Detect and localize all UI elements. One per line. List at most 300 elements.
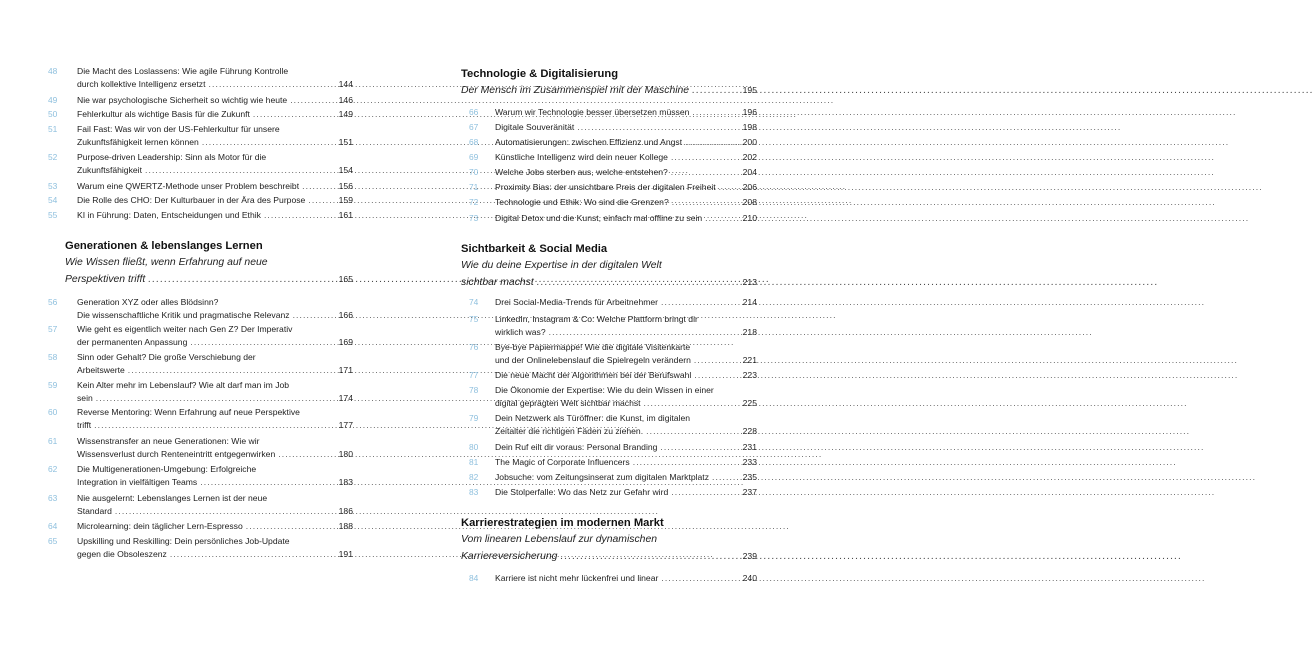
toc-entry[interactable] bbox=[461, 369, 757, 382]
subtitle-text: Vom linearen Lebenslauf zur dynamischen bbox=[461, 534, 657, 545]
entry-title-line: Fail Fast: Was wir von der US-Fehlerkultur für unsere bbox=[77, 124, 280, 134]
entry-body bbox=[495, 486, 757, 499]
subtitle-line bbox=[461, 548, 757, 565]
entry-body bbox=[77, 323, 353, 348]
dot-leader bbox=[709, 471, 737, 484]
entry-title-line: Zeitalter die richtigen Fäden zu ziehen. bbox=[495, 425, 644, 436]
entry-body bbox=[495, 196, 757, 209]
entry-title-line: und der Onlinelebenslauf die Spielregeln verändern bbox=[495, 354, 691, 365]
entry-body bbox=[77, 351, 353, 376]
dot-leader bbox=[275, 448, 333, 461]
chapter-number: 67 bbox=[469, 122, 479, 132]
section-subtitle bbox=[65, 254, 353, 288]
page-number: 200 bbox=[742, 137, 757, 147]
entry-line bbox=[495, 181, 757, 194]
entry-line bbox=[77, 164, 353, 177]
dot-leader bbox=[91, 419, 333, 432]
entry-title-line: Reverse Mentoring: Wenn Erfahrung auf neue Perspektive bbox=[77, 407, 300, 417]
entry-body bbox=[77, 94, 353, 107]
section-title: Sichtbarkeit & Social Media bbox=[461, 243, 608, 255]
chapter-number: 61 bbox=[48, 436, 58, 446]
toc-entry[interactable] bbox=[461, 572, 757, 585]
entry-body bbox=[495, 181, 757, 194]
dot-leader bbox=[145, 271, 329, 288]
dot-leader bbox=[658, 296, 737, 309]
entry-line bbox=[77, 379, 353, 392]
dot-leader bbox=[574, 121, 737, 134]
page-number: 180 bbox=[338, 448, 353, 459]
entry-title-line: Die wissenschaftliche Kritik und pragmatische Relevanz bbox=[77, 309, 290, 320]
entry-line bbox=[77, 151, 353, 164]
entry-title-line: Digitale Souveränität bbox=[495, 122, 575, 132]
toc-entry[interactable] bbox=[48, 123, 353, 148]
chapter-number: 73 bbox=[469, 213, 479, 223]
toc-entry[interactable] bbox=[48, 351, 353, 376]
subtitle-line bbox=[461, 274, 757, 291]
chapter-number: 81 bbox=[469, 457, 479, 467]
entry-line bbox=[77, 123, 353, 136]
entry-body bbox=[495, 166, 757, 179]
dot-leader bbox=[187, 336, 333, 349]
toc-entry[interactable] bbox=[461, 196, 757, 209]
toc-entry[interactable] bbox=[461, 166, 757, 179]
chapter-number: 66 bbox=[469, 107, 479, 117]
chapter-number: 72 bbox=[469, 197, 479, 207]
chapter-number: 75 bbox=[469, 314, 479, 324]
page-number: 210 bbox=[742, 213, 757, 223]
chapter-number: 54 bbox=[48, 195, 58, 205]
dot-leader bbox=[641, 397, 737, 410]
entry-title-line: Jobsuche: vom Zeitungsinserat zum digitalen Marktplatz bbox=[495, 472, 709, 482]
entry-line bbox=[495, 136, 757, 149]
entry-title-line: Die Ökonomie der Expertise: Wie du dein Wissen in einer bbox=[495, 385, 714, 395]
chapter-number: 69 bbox=[469, 152, 479, 162]
entry-line bbox=[495, 384, 757, 397]
page-number: 186 bbox=[338, 505, 353, 516]
entry-title-line: Die neue Macht der Algorithmen bei der Berufswahl bbox=[495, 370, 692, 380]
entry-line bbox=[495, 369, 757, 382]
chapter-number: 57 bbox=[48, 324, 58, 334]
entry-line bbox=[77, 406, 353, 419]
page-number: 240 bbox=[742, 573, 757, 583]
chapter-number: 51 bbox=[48, 124, 58, 134]
entry-title-line: Zukunftsfähigkeit lernen können bbox=[77, 136, 199, 147]
entry-title-line: Generation XYZ oder alles Blödsinn? bbox=[77, 297, 219, 307]
entry-line bbox=[77, 296, 353, 309]
entry-body bbox=[495, 151, 757, 164]
dot-leader bbox=[557, 548, 737, 565]
entry-body bbox=[495, 341, 757, 366]
toc-entry[interactable] bbox=[48, 180, 353, 193]
entry-title-line: sein bbox=[77, 392, 93, 403]
entry-title-line: Dein Ruf eilt dir voraus: Personal Branding bbox=[495, 442, 658, 452]
dot-leader bbox=[716, 181, 737, 194]
entry-body bbox=[495, 412, 757, 437]
entry-body bbox=[77, 535, 353, 560]
chapter-number: 55 bbox=[48, 210, 58, 220]
chapter-number: 62 bbox=[48, 464, 58, 474]
toc-entry[interactable] bbox=[461, 412, 757, 437]
page-number: 221 bbox=[742, 354, 757, 365]
entry-body bbox=[495, 441, 757, 454]
entry-line bbox=[77, 65, 353, 78]
chapter-number: 83 bbox=[469, 487, 479, 497]
entry-line bbox=[495, 471, 757, 484]
chapter-number: 58 bbox=[48, 352, 58, 362]
entry-title-line: Künstliche Intelligenz wird dein neuer Kollege bbox=[495, 152, 668, 162]
entry-body bbox=[77, 209, 353, 222]
page-number: 174 bbox=[338, 392, 353, 403]
entry-title-line: Upskilling und Reskilling: Dein persönliches Job-Update bbox=[77, 536, 290, 546]
toc-entry[interactable] bbox=[48, 65, 353, 90]
subtitle-line bbox=[65, 254, 353, 271]
entry-title-line: Sinn oder Gehalt? Die große Verschiebung der bbox=[77, 352, 256, 362]
dot-leader bbox=[546, 326, 737, 339]
dot-leader bbox=[243, 520, 333, 533]
entry-line bbox=[495, 441, 757, 454]
dot-leader bbox=[658, 572, 737, 585]
entry-title-line: Wie geht es eigentlich weiter nach Gen Z? Der Imperativ bbox=[77, 324, 293, 334]
chapter-number: 82 bbox=[469, 472, 479, 482]
entry-line bbox=[495, 326, 757, 339]
entry-title-line: der permanenten Anpassung bbox=[77, 336, 188, 347]
entry-title-line: gegen die Obsoleszenz bbox=[77, 548, 167, 559]
section-subtitle bbox=[461, 531, 757, 565]
entry-line bbox=[77, 94, 353, 107]
dot-leader bbox=[630, 456, 737, 469]
entry-line bbox=[77, 535, 353, 548]
toc-entry[interactable] bbox=[461, 471, 757, 484]
entry-body bbox=[495, 296, 757, 309]
section-title: Technologie & Digitalisierung bbox=[461, 68, 619, 80]
toc-entry[interactable] bbox=[461, 181, 757, 194]
toc-entry[interactable] bbox=[48, 108, 353, 121]
page-number: 218 bbox=[742, 326, 757, 337]
page-number: 183 bbox=[338, 476, 353, 487]
page-number: 233 bbox=[742, 457, 757, 467]
page-number: 202 bbox=[742, 152, 757, 162]
entry-body bbox=[495, 313, 757, 338]
dot-leader bbox=[691, 354, 737, 367]
chapter-number: 53 bbox=[48, 181, 58, 191]
entry-title-line: The Magic of Corporate Influencers bbox=[495, 457, 630, 467]
toc-entry[interactable] bbox=[48, 151, 353, 176]
dot-leader bbox=[305, 194, 333, 207]
entry-title-line: Welche Jobs sterben aus, welche entstehen? bbox=[495, 167, 668, 177]
entry-title-line: KI in Führung: Daten, Entscheidungen und Ethik bbox=[77, 210, 261, 220]
entry-line bbox=[77, 448, 353, 461]
dot-leader bbox=[290, 309, 333, 322]
entry-title-line: digital geprägten Welt sichtbar machst bbox=[495, 397, 641, 408]
entry-body bbox=[495, 121, 757, 134]
entry-body bbox=[495, 106, 757, 119]
entry-line bbox=[495, 151, 757, 164]
subtitle-line bbox=[65, 271, 353, 288]
chapter-number: 68 bbox=[469, 137, 479, 147]
entry-body bbox=[77, 379, 353, 404]
subtitle-line bbox=[461, 82, 757, 99]
page-number: 204 bbox=[742, 167, 757, 177]
chapter-number: 64 bbox=[48, 521, 58, 531]
entry-body bbox=[77, 492, 353, 517]
entry-line bbox=[77, 492, 353, 505]
toc-entry[interactable] bbox=[461, 121, 757, 134]
toc-entry[interactable] bbox=[461, 341, 757, 366]
section-subtitle bbox=[461, 257, 757, 291]
page-number: 213 bbox=[742, 277, 757, 287]
toc-entry[interactable] bbox=[48, 463, 353, 488]
entry-title-line: Purpose-driven Leadership: Sinn als Motor für die bbox=[77, 152, 267, 162]
section-title: Generationen & lebenslanges Lernen bbox=[65, 240, 263, 252]
entry-title-line: Dein Netzwerk als Türöffner: die Kunst, im digitalen bbox=[495, 413, 691, 423]
toc-entry[interactable] bbox=[461, 151, 757, 164]
page-number: 146 bbox=[338, 95, 353, 105]
entry-title-line: Kein Alter mehr im Lebenslauf? Wie alt darf man im Job bbox=[77, 380, 290, 390]
dot-leader bbox=[691, 369, 737, 382]
dot-leader bbox=[643, 425, 737, 438]
toc-entry[interactable] bbox=[461, 106, 757, 119]
toc-entry[interactable] bbox=[461, 384, 757, 409]
entry-body bbox=[77, 108, 353, 121]
chapter-number: 71 bbox=[469, 182, 479, 192]
page-number: 191 bbox=[338, 548, 353, 559]
entry-line bbox=[77, 419, 353, 432]
chapter-number: 77 bbox=[469, 370, 479, 380]
entry-body bbox=[77, 180, 353, 193]
entry-body bbox=[77, 406, 353, 431]
entry-line bbox=[495, 296, 757, 309]
entry-title-line: Microlearning: dein täglicher Lern-Espresso bbox=[77, 521, 243, 531]
entry-line bbox=[77, 364, 353, 377]
entry-line bbox=[495, 196, 757, 209]
page-number: 165 bbox=[338, 274, 353, 284]
dot-leader bbox=[142, 164, 333, 177]
entry-title-line: Wissenstransfer an neue Generationen: Wie wir bbox=[77, 436, 260, 446]
page-number: 198 bbox=[742, 122, 757, 132]
toc-entry[interactable] bbox=[461, 313, 757, 338]
dot-leader bbox=[93, 392, 333, 405]
subtitle-text: Wie Wissen fließt, wenn Erfahrung auf neue bbox=[65, 257, 268, 268]
toc-entry[interactable] bbox=[461, 486, 757, 499]
toc-entry[interactable] bbox=[48, 323, 353, 348]
chapter-number: 76 bbox=[469, 342, 479, 352]
dot-leader bbox=[702, 212, 737, 225]
page-number: 169 bbox=[338, 336, 353, 347]
page-number: 228 bbox=[742, 425, 757, 436]
toc-entry[interactable] bbox=[461, 441, 757, 454]
entry-body bbox=[77, 463, 353, 488]
entry-body bbox=[495, 471, 757, 484]
entry-title-line: Nie ausgelernt: Lebenslanges Lernen ist der neue bbox=[77, 493, 268, 503]
toc-entry[interactable] bbox=[48, 194, 353, 207]
dot-leader bbox=[689, 82, 737, 99]
chapter-number: 60 bbox=[48, 407, 58, 417]
entry-body bbox=[77, 194, 353, 207]
dot-leader bbox=[668, 486, 737, 499]
section-heading bbox=[65, 239, 353, 288]
toc-entry[interactable] bbox=[461, 136, 757, 149]
subtitle-line bbox=[461, 531, 757, 548]
entry-title-line: Die Stolperfalle: Wo das Netz zur Gefahr wird bbox=[495, 487, 669, 497]
entry-line bbox=[77, 435, 353, 448]
entry-body bbox=[495, 456, 757, 469]
subtitle-text: Perspektiven trifft bbox=[65, 274, 146, 285]
page-number: 159 bbox=[338, 195, 353, 205]
toc-entry[interactable] bbox=[48, 379, 353, 404]
chapter-number: 63 bbox=[48, 493, 58, 503]
page-number: 237 bbox=[742, 487, 757, 497]
subtitle-text: sichtbar machst bbox=[461, 277, 534, 288]
entry-body bbox=[495, 369, 757, 382]
entry-title-line: Drei Social-Media-Trends für Arbeitnehmer bbox=[495, 297, 659, 307]
entry-title-line: Warum eine QWERTZ-Methode unser Problem beschreibt bbox=[77, 181, 300, 191]
page-number: 161 bbox=[338, 210, 353, 220]
entry-title-line: Nie war psychologische Sicherheit so wichtig wie heute bbox=[77, 95, 288, 105]
entry-line bbox=[495, 425, 757, 438]
dot-leader bbox=[199, 136, 333, 149]
chapter-number: 56 bbox=[48, 297, 58, 307]
entry-title-line: Karriere ist nicht mehr lückenfrei und linear bbox=[495, 573, 659, 583]
chapter-number: 79 bbox=[469, 413, 479, 423]
entry-title-line: Digital Detox und die Kunst, einfach mal offline zu sein bbox=[495, 213, 703, 223]
page-number: 214 bbox=[742, 297, 757, 307]
dot-leader bbox=[682, 136, 737, 149]
page-number: 206 bbox=[742, 182, 757, 192]
entry-line bbox=[495, 354, 757, 367]
section-heading bbox=[461, 516, 757, 565]
entry-body bbox=[77, 435, 353, 460]
toc-entry[interactable] bbox=[461, 212, 757, 225]
chapter-number: 59 bbox=[48, 380, 58, 390]
toc-entry[interactable] bbox=[48, 435, 353, 460]
toc-entry[interactable] bbox=[48, 296, 353, 321]
page-number: 225 bbox=[742, 397, 757, 408]
entry-line bbox=[495, 572, 757, 585]
entry-line bbox=[77, 351, 353, 364]
toc-entry[interactable] bbox=[461, 456, 757, 469]
toc-entry[interactable] bbox=[48, 94, 353, 107]
entry-title-line: Die Rolle des CHO: Der Kulturbauer in der Ära des Purpose bbox=[77, 195, 306, 205]
entry-line bbox=[495, 456, 757, 469]
entry-body bbox=[495, 384, 757, 409]
entry-line bbox=[77, 520, 353, 533]
entry-line bbox=[77, 392, 353, 405]
entry-line bbox=[77, 194, 353, 207]
toc-entry[interactable] bbox=[48, 209, 353, 222]
page-number: 154 bbox=[338, 164, 353, 175]
dot-leader bbox=[206, 78, 334, 91]
entry-line bbox=[77, 78, 353, 91]
entry-title-line: LinkedIn, Instagram & Co: Welche Plattform bringt dir bbox=[495, 314, 698, 324]
entry-body bbox=[77, 296, 353, 321]
page-number: 149 bbox=[338, 109, 353, 119]
dot-leader bbox=[669, 196, 737, 209]
page-number: 239 bbox=[742, 551, 757, 561]
chapter-number: 84 bbox=[469, 573, 479, 583]
entry-body bbox=[495, 136, 757, 149]
entry-line bbox=[495, 212, 757, 225]
section-subtitle bbox=[461, 82, 757, 99]
chapter-number: 50 bbox=[48, 109, 58, 119]
entry-title-line: Automatisierungen: zwischen Effizienz und Angst bbox=[495, 137, 683, 147]
subtitle-text: Der Mensch im Zusammenspiel mit der Maschine bbox=[461, 85, 690, 96]
dot-leader bbox=[112, 505, 333, 518]
entry-line bbox=[495, 397, 757, 410]
dot-leader bbox=[668, 166, 737, 179]
entry-title-line: Fehlerkultur als wichtige Basis für die Zukunft bbox=[77, 109, 250, 119]
entry-body bbox=[77, 123, 353, 148]
dot-leader bbox=[689, 106, 737, 119]
dot-leader bbox=[299, 180, 333, 193]
dot-leader bbox=[534, 274, 737, 291]
dot-leader bbox=[668, 151, 737, 164]
entry-line bbox=[495, 166, 757, 179]
page-number: 166 bbox=[338, 309, 353, 320]
toc-entry[interactable] bbox=[48, 535, 353, 560]
dot-leader bbox=[125, 364, 333, 377]
entry-line bbox=[77, 323, 353, 336]
subtitle-text: Wie du deine Expertise in der digitalen Welt bbox=[461, 260, 662, 271]
entry-body bbox=[77, 65, 353, 90]
entry-line bbox=[495, 313, 757, 326]
toc-entry[interactable] bbox=[48, 520, 353, 533]
entry-title-line: Bye-bye Papiermappe! Wie die digitale Visitenkarte bbox=[495, 342, 691, 352]
entry-line bbox=[495, 412, 757, 425]
entry-line bbox=[77, 209, 353, 222]
entry-line bbox=[77, 505, 353, 518]
section-title: Karrierestrategien im modernen Markt bbox=[461, 517, 664, 529]
entry-title-line: Arbeitswerte bbox=[77, 364, 125, 375]
entry-body bbox=[77, 520, 353, 533]
page-number: 223 bbox=[742, 370, 757, 380]
entry-title-line: Die Multigenerationen-Umgebung: Erfolgreiche bbox=[77, 464, 257, 474]
entry-title-line: trifft bbox=[77, 419, 92, 430]
entry-body bbox=[77, 151, 353, 176]
page-number: 144 bbox=[338, 78, 353, 89]
toc-entry[interactable] bbox=[48, 406, 353, 431]
entry-line bbox=[77, 476, 353, 489]
toc-entry[interactable] bbox=[461, 296, 757, 309]
subtitle-text: Karriereversicherung bbox=[461, 551, 558, 562]
dot-leader bbox=[287, 94, 333, 107]
page-number: 231 bbox=[742, 442, 757, 452]
page-number: 156 bbox=[338, 181, 353, 191]
page-number: 171 bbox=[338, 364, 353, 375]
entry-line bbox=[495, 486, 757, 499]
dot-leader bbox=[197, 476, 333, 489]
entry-title-line: Zukunftsfähigkeit bbox=[77, 164, 142, 175]
entry-line bbox=[77, 548, 353, 561]
chapter-number: 48 bbox=[48, 66, 58, 76]
page-number: 188 bbox=[338, 521, 353, 531]
toc-entry[interactable] bbox=[48, 492, 353, 517]
subtitle-line bbox=[461, 257, 757, 274]
entry-title-line: Proximity Bias: der unsichtbare Preis der digitalen Freiheit bbox=[495, 182, 716, 192]
entry-title-line: Die Macht des Loslassens: Wie agile Führung Kontrolle bbox=[77, 66, 289, 76]
entry-title-line: Integration in vielfältigen Teams bbox=[77, 476, 198, 487]
chapter-number: 49 bbox=[48, 95, 58, 105]
entry-line bbox=[77, 336, 353, 349]
entry-title-line: Warum wir Technologie besser übersetzen müssen bbox=[495, 107, 690, 117]
entry-title-line: Standard bbox=[77, 505, 112, 516]
page-number: 151 bbox=[338, 136, 353, 147]
entry-line bbox=[77, 180, 353, 193]
page-number: 196 bbox=[742, 107, 757, 117]
entry-body bbox=[495, 572, 757, 585]
dot-leader bbox=[261, 209, 333, 222]
chapter-number: 52 bbox=[48, 152, 58, 162]
entry-line bbox=[77, 463, 353, 476]
